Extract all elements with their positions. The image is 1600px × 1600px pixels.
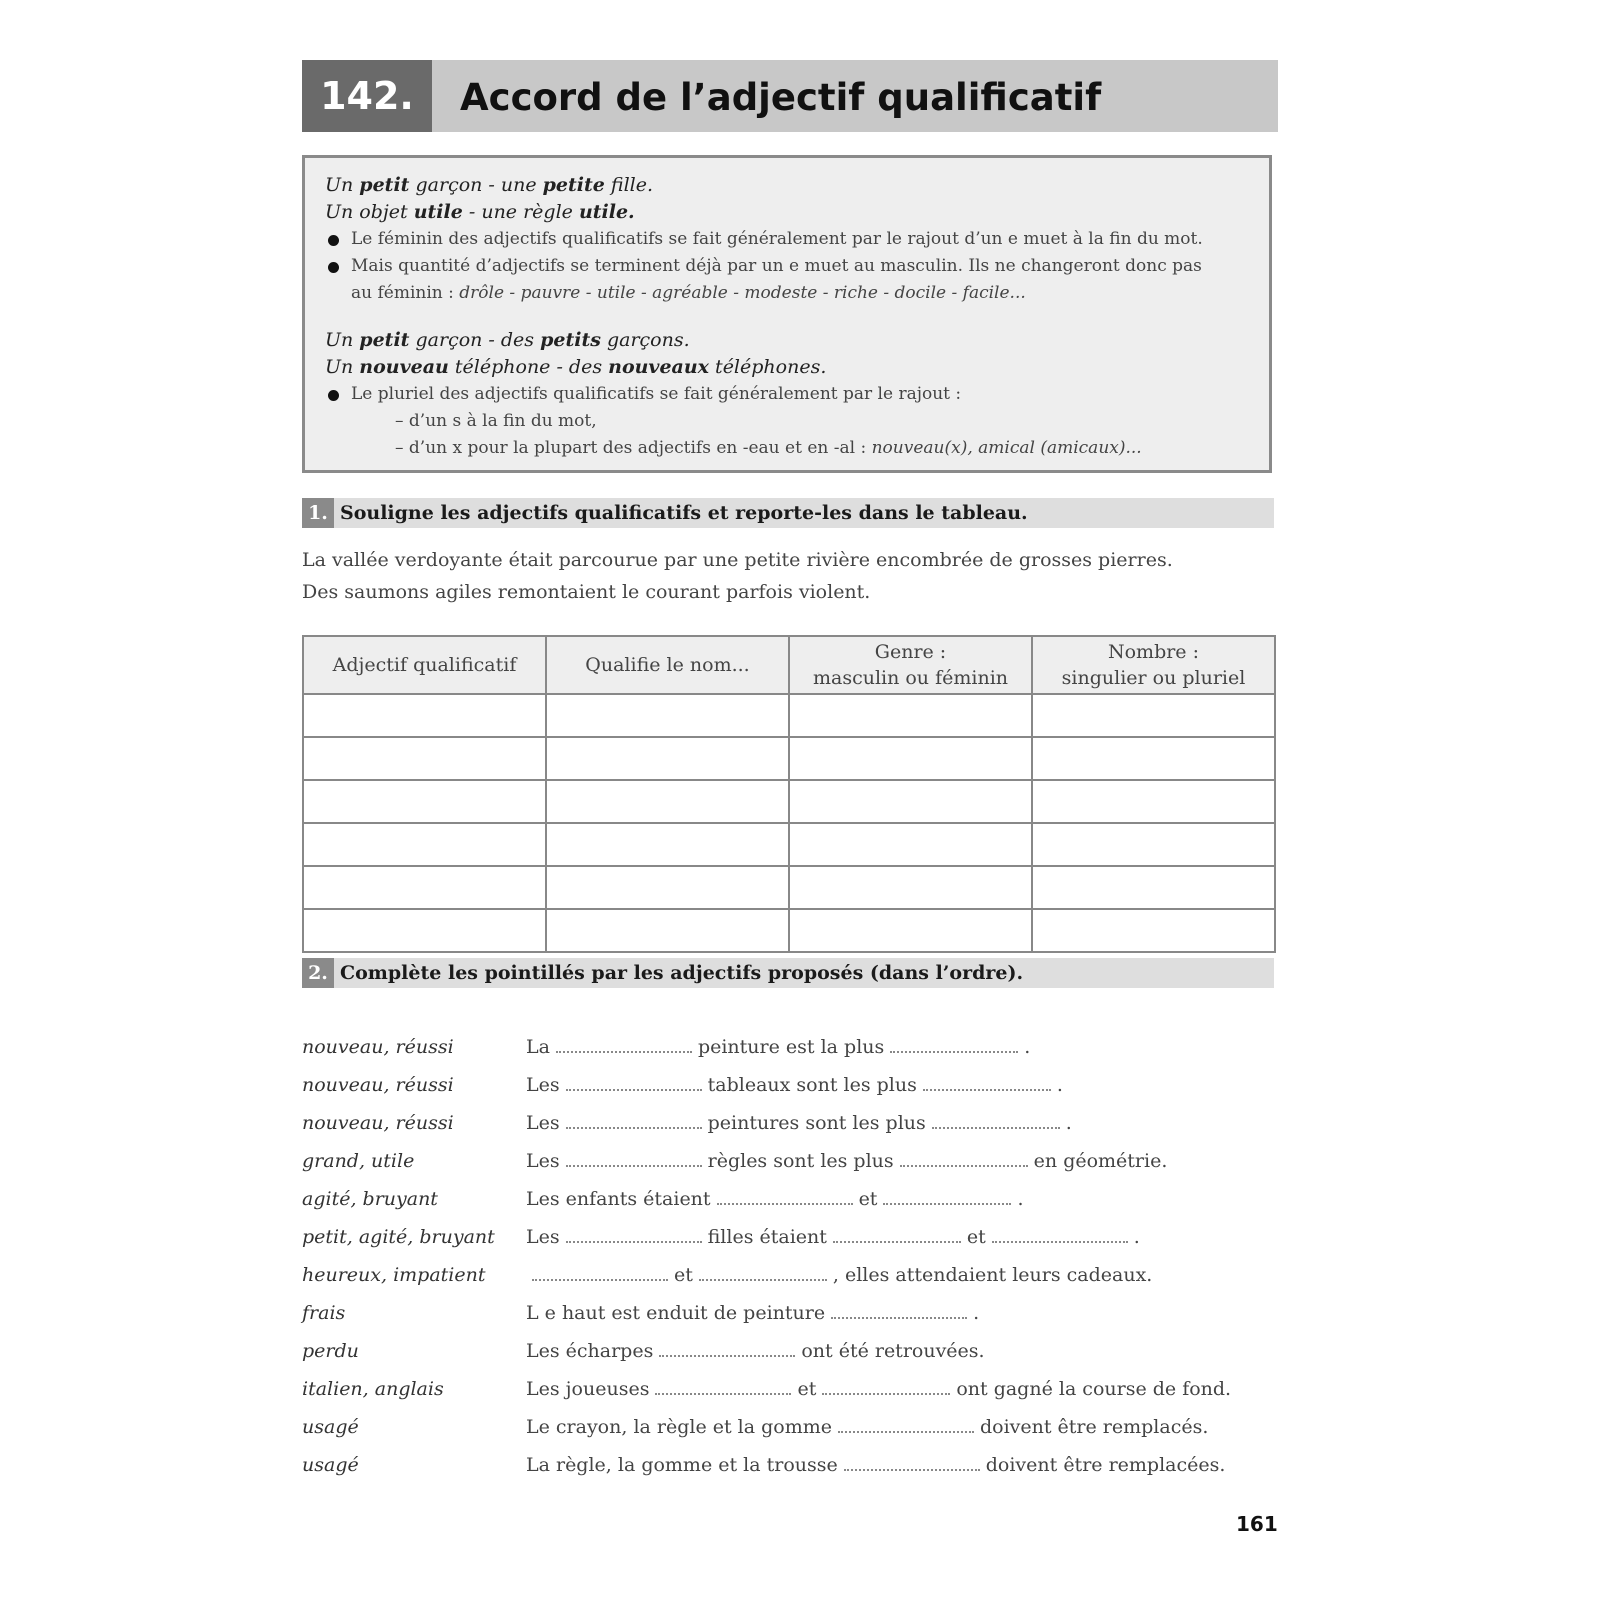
sentence-text: filles étaient [707,1226,827,1248]
blank-input[interactable] [699,1259,827,1281]
header-gender: Genre : masculin ou féminin [789,636,1032,694]
table-cell-input[interactable] [546,694,789,737]
header-number: Nombre : singulier ou pluriel [1032,636,1275,694]
sentence [526,1332,985,1370]
rule-plural: Le pluriel des adjectifs qualificatifs se fait généralement par le rajout : [325,381,1249,408]
table-cell-input[interactable] [789,909,1032,952]
exercise-2-list [302,1028,1278,1484]
table-row [303,909,1275,952]
blank-input[interactable] [992,1221,1128,1243]
lesson-title: Accord de l’adjectif qualificatif [460,76,1102,119]
blank-input[interactable] [566,1145,702,1167]
table-row [303,694,1275,737]
lesson-number: 142. [302,60,432,132]
sentence-text: La règle, la gomme et la trousse [526,1454,838,1476]
sentence-text: doivent être remplacées. [985,1454,1226,1476]
sentence-text: et [858,1188,878,1210]
table-cell-input[interactable] [546,823,789,866]
sentence-text: , elles attendaient leurs cadeaux. [832,1264,1153,1286]
sentence-text: règles sont les plus [707,1150,894,1172]
exercise-1-text-line-2: Des saumons agiles remontaient le courant parfois violent. [302,581,871,603]
sentence-text: en géométrie. [1033,1150,1168,1172]
sentence-text: tableaux sont les plus [707,1074,917,1096]
fill-in-row [302,1104,1278,1142]
table-row [303,780,1275,823]
sentence-text: Les [526,1074,560,1096]
sentence [526,1028,1030,1066]
table-cell-input[interactable] [1032,866,1275,909]
table-cell-input[interactable] [789,694,1032,737]
fill-in-row [302,1446,1278,1484]
blank-input[interactable] [900,1145,1028,1167]
sentence [526,1256,1152,1294]
blank-input[interactable] [566,1107,702,1129]
table-cell-input[interactable] [1032,737,1275,780]
fill-in-row [302,1408,1278,1446]
blank-input[interactable] [833,1221,961,1243]
table-cell-input[interactable] [789,737,1032,780]
exercise-1-instruction: Souligne les adjectifs qualificatifs et reporte-les dans le tableau. [340,502,1028,524]
sentence [526,1180,1024,1218]
rule-feminine: Le féminin des adjectifs qualificatifs se fait généralement par le rajout d’un e muet à la fin du mot. [325,226,1249,253]
table-cell-input[interactable] [1032,694,1275,737]
sentence-text: . [1024,1036,1031,1058]
blank-input[interactable] [659,1335,795,1357]
sentence-text: et [674,1264,693,1286]
fill-in-row [302,1370,1278,1408]
blank-input[interactable] [838,1411,974,1433]
sentence-text: L e haut est enduit de peinture [526,1302,826,1324]
rule-mute-e: Mais quantité d’adjectifs se terminent déjà par un e muet au masculin. Ils ne changeront donc pas [325,253,1249,280]
fill-in-row [302,1066,1278,1104]
sentence [526,1408,1208,1446]
sentence [526,1370,1231,1408]
table-cell-input[interactable] [546,737,789,780]
rule-mute-e-examples: au féminin : drôle - pauvre - utile - agréable - modeste - riche - docile - facile... [351,283,1026,303]
sentence-text: peintures sont les plus [707,1112,926,1134]
fill-in-row [302,1332,1278,1370]
table-cell-input[interactable] [303,780,546,823]
table-cell-input[interactable] [1032,780,1275,823]
sentence-text: Les [526,1226,560,1248]
table-cell-input[interactable] [303,694,546,737]
adjective-cue: usagé [302,1416,359,1438]
example-feminine-1: Un petit garçon - une petite fille. [325,174,654,196]
blank-input[interactable] [566,1221,702,1243]
sentence-text: peinture est la plus [697,1036,885,1058]
sentence [526,1066,1063,1104]
blank-input[interactable] [566,1069,702,1091]
table-header-row [303,636,1275,694]
example-plural-2: Un nouveau téléphone - des nouveaux téléphones. [325,356,827,378]
sentence [526,1294,979,1332]
table-cell-input[interactable] [546,780,789,823]
sentence-text: Les [526,1112,560,1134]
table-row [303,866,1275,909]
table-cell-input[interactable] [303,737,546,780]
table-cell-input[interactable] [546,909,789,952]
adjective-cue: perdu [302,1340,359,1362]
sentence-text: ont été retrouvées. [801,1340,985,1362]
blank-input[interactable] [717,1183,853,1205]
page-number: 161 [1236,1512,1278,1536]
table-row [303,737,1275,780]
header-adjective: Adjectif qualificatif [303,636,546,694]
sentence-text: ont gagné la course de fond. [956,1378,1232,1400]
sentence-text: . [1133,1226,1140,1248]
exercise-1-number: 1. [302,498,334,528]
exercise-2-heading [302,958,1274,988]
adjective-cue: petit, agité, bruyant [302,1226,495,1248]
adjective-cue: agité, bruyant [302,1188,438,1210]
sentence-text: . [1056,1074,1063,1096]
worksheet-page [302,60,1278,1476]
adjective-cue: nouveau, réussi [302,1074,454,1096]
sentence-text: Les écharpes [526,1340,654,1362]
sentence-text: . [1017,1188,1024,1210]
blank-input[interactable] [831,1297,967,1319]
adjective-cue: nouveau, réussi [302,1112,454,1134]
blank-input[interactable] [655,1373,791,1395]
sentence-text: Les [526,1150,560,1172]
blank-input[interactable] [883,1183,1011,1205]
table-cell-input[interactable] [1032,823,1275,866]
table-cell-input[interactable] [303,823,546,866]
rule-plural-x: – d’un x pour la plupart des adjectifs en -eau et en -al : nouveau(x), amical (amicaux)... [395,438,1142,458]
example-plural-1: Un petit garçon - des petits garçons. [325,329,690,351]
table-cell-input[interactable] [789,823,1032,866]
blank-input[interactable] [532,1259,668,1281]
fill-in-row [302,1294,1278,1332]
sentence-text: La [526,1036,550,1058]
table-row [303,823,1275,866]
adjective-table [302,635,1276,953]
sentence-text: Le crayon, la règle et la gomme [526,1416,832,1438]
sentence [526,1218,1140,1256]
exercise-2-number: 2. [302,958,334,988]
header-noun: Qualifie le nom... [546,636,789,694]
blank-input[interactable] [844,1449,980,1471]
sentence [526,1142,1167,1180]
blank-input[interactable] [923,1069,1051,1091]
lesson-header [302,60,1278,132]
adjective-cue: heureux, impatient [302,1264,486,1286]
example-feminine-2: Un objet utile - une règle utile. [325,201,635,223]
table-cell-input[interactable] [1032,909,1275,952]
sentence-text: Les enfants étaient [526,1188,711,1210]
fill-in-row [302,1218,1278,1256]
grammar-rule-box [302,155,1272,473]
blank-input[interactable] [556,1031,692,1053]
adjective-cue: nouveau, réussi [302,1036,454,1058]
blank-input[interactable] [890,1031,1018,1053]
fill-in-row [302,1142,1278,1180]
fill-in-row [302,1256,1278,1294]
table-cell-input[interactable] [546,866,789,909]
sentence [526,1104,1072,1142]
adjective-cue: italien, anglais [302,1378,444,1400]
table-cell-input[interactable] [303,866,546,909]
sentence [526,1446,1225,1484]
table-cell-input[interactable] [303,909,546,952]
exercise-1-text-line-1: La vallée verdoyante était parcourue par une petite rivière encombrée de grosses pierres. [302,549,1173,571]
blank-input[interactable] [822,1373,950,1395]
fill-in-row [302,1028,1278,1066]
table-cell-input[interactable] [789,866,1032,909]
sentence-text: et [966,1226,986,1248]
sentence-text: Les joueuses [526,1378,650,1400]
exercise-1-heading [302,498,1274,528]
adjective-cue: frais [302,1302,346,1324]
sentence-text: . [973,1302,980,1324]
blank-input[interactable] [932,1107,1060,1129]
adjective-cue: grand, utile [302,1150,415,1172]
exercise-2-instruction: Complète les pointillés par les adjectifs proposés (dans l’ordre). [340,962,1024,984]
rule-plural-s: – d’un s à la fin du mot, [395,411,597,431]
adjective-cue: usagé [302,1454,359,1476]
sentence-text: et [797,1378,817,1400]
sentence-text: . [1065,1112,1072,1134]
fill-in-row [302,1180,1278,1218]
table-cell-input[interactable] [789,780,1032,823]
sentence-text: doivent être remplacés. [979,1416,1209,1438]
